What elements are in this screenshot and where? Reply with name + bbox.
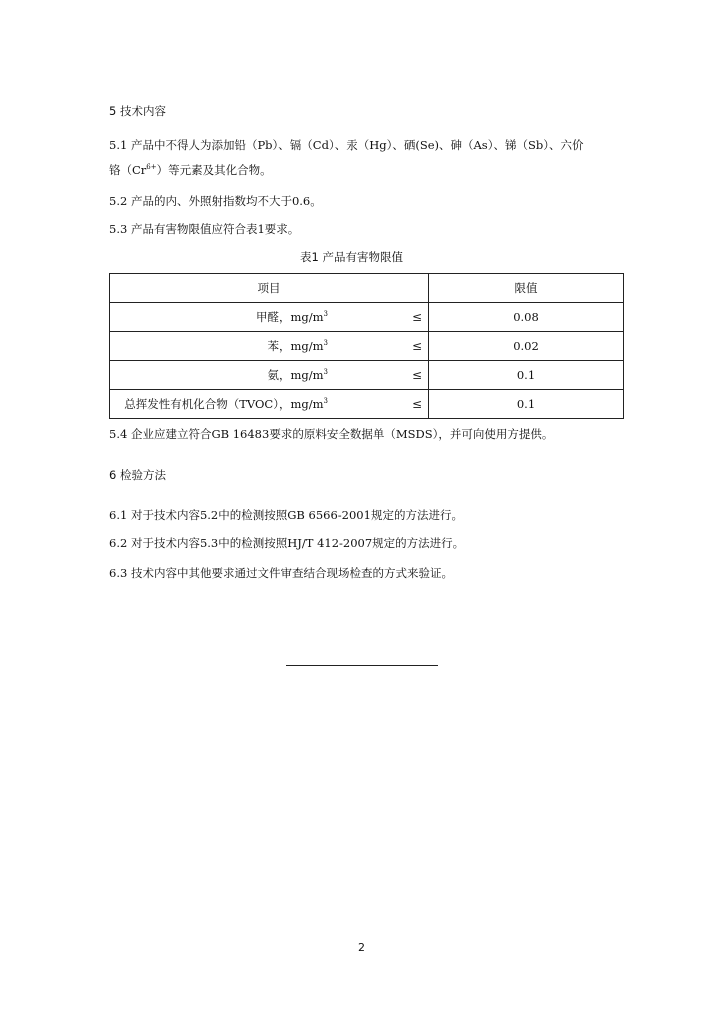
end-of-document-rule <box>286 665 438 666</box>
item-unit-superscript: 3 <box>323 368 328 376</box>
paragraph-5-2: 5.2 产品的内、外照射指数均不大于0.6。 <box>109 194 322 208</box>
item-name-text: 总挥发性有机化合物（TVOC），mg/m <box>124 397 324 411</box>
table-row <box>110 303 624 332</box>
paragraph-5-1-line-2 <box>109 160 272 180</box>
paragraph-5-3: 5.3 产品有害物限值应符合表1要求。 <box>109 222 300 236</box>
item-unit-superscript: 3 <box>323 310 328 318</box>
table-caption: 表1 产品有害物限值 <box>300 250 403 264</box>
item-name-text: 氨，mg/m <box>267 368 324 382</box>
limit-cell <box>429 332 624 361</box>
hazard-limits-table <box>109 273 624 419</box>
limit-value: 0.02 <box>513 339 539 353</box>
paragraph-5-1-line-2-post: ）等元素及其化合物。 <box>156 163 272 177</box>
item-cell <box>110 390 429 419</box>
item-cell <box>110 303 429 332</box>
paragraph-6-3: 6.3 技术内容中其他要求通过文件审查结合现场检查的方式来验证。 <box>109 566 453 580</box>
item-name <box>267 367 328 383</box>
limit-value: 0.1 <box>516 397 536 411</box>
limit-cell <box>429 361 624 390</box>
table-header-row <box>110 274 624 303</box>
limit-cell <box>429 390 624 419</box>
item-cell <box>110 361 429 390</box>
item-name-text: 苯，mg/m <box>267 339 324 353</box>
header-limit-label: 限值 <box>514 281 538 295</box>
less-equal-symbol: ≤ <box>411 310 422 324</box>
paragraph-5-4: 5.4 企业应建立符合GB 16483要求的原料安全数据单（MSDS），并可向使用方提供。 <box>109 427 554 441</box>
item-name-text: 甲醛，mg/m <box>255 310 324 324</box>
table-row <box>110 361 624 390</box>
section-6-heading: 6 检验方法 <box>109 468 166 482</box>
item-name <box>256 309 328 325</box>
header-item-cell <box>110 274 429 303</box>
less-equal-symbol: ≤ <box>411 368 422 382</box>
paragraph-6-2: 6.2 对于技术内容5.3中的检测按照HJ/T 412-2007规定的方法进行。 <box>109 536 465 550</box>
limit-value: 0.1 <box>516 368 536 382</box>
paragraph-5-1-line-1: 5.1 产品中不得人为添加铅（Pb）、镉（Cd）、汞（Hg）、硒(Se)、砷（As）、锑（Sb）、六价 <box>109 138 584 152</box>
item-unit-superscript: 3 <box>323 397 328 405</box>
less-equal-symbol: ≤ <box>411 397 422 411</box>
item-name <box>124 396 328 412</box>
header-limit-cell <box>429 274 624 303</box>
section-5-heading: 5 技术内容 <box>109 104 166 118</box>
table-row <box>110 332 624 361</box>
item-cell <box>110 332 429 361</box>
table-row <box>110 390 624 419</box>
less-equal-symbol: ≤ <box>411 339 422 353</box>
item-unit-superscript: 3 <box>323 339 328 347</box>
paragraph-5-1-line-2-pre: 铬（Cr <box>109 163 147 177</box>
header-item-label: 项目 <box>257 281 281 295</box>
page-number: 2 <box>358 941 365 954</box>
limit-cell <box>429 303 624 332</box>
paragraph-6-1: 6.1 对于技术内容5.2中的检测按照GB 6566-2001规定的方法进行。 <box>109 508 463 522</box>
limit-value: 0.08 <box>513 310 539 324</box>
item-name <box>267 338 328 354</box>
paragraph-5-1-superscript: 6+ <box>146 163 157 171</box>
